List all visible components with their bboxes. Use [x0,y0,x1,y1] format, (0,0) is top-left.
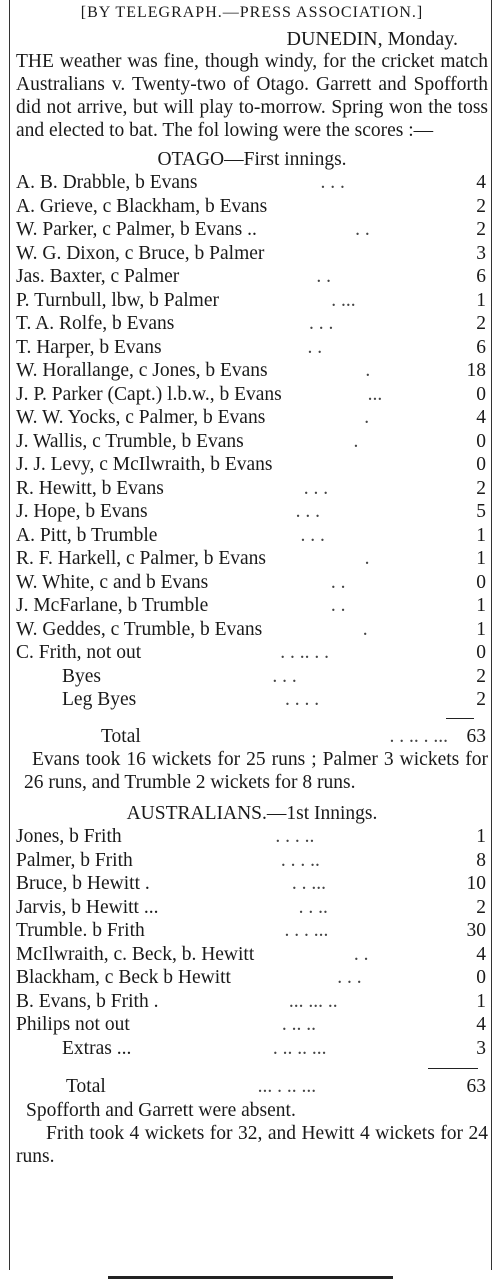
leader-dots: ... [367,383,383,405]
leader-dots: . [365,360,371,381]
total-label: Total [66,1076,106,1097]
runs-score: 0 [476,383,486,405]
score-row [16,1013,488,1037]
leader-dots: . . . ... [284,920,329,941]
score-row [16,872,488,896]
leader-dots: . . [307,336,323,358]
leader-dots: . . . .. [275,826,315,847]
batsman-entry: J. J. Levy, c McIlwraith, b Evans [16,454,273,475]
total-dots: ... . .. ... [257,1076,317,1097]
otago-total-row [16,725,488,749]
leader-dots: . .. .. ... [272,1037,327,1059]
leader-dots: . . [330,595,346,616]
runs-score: 30 [466,920,486,941]
score-row [16,406,488,430]
left-column-rule [9,0,10,1270]
batsman-entry: W. Parker, c Palmer, b Evans .. [16,219,257,240]
runs-score: 2 [476,665,486,687]
leader-dots: . . ... [291,873,326,894]
score-row [16,359,488,383]
score-row [16,289,488,313]
leader-dots: . . . [320,172,345,193]
batsman-entry: Jones, b Frith [16,826,122,847]
runs-score: 0 [476,571,486,593]
leader-dots: . .. .. [281,1014,316,1035]
right-column-rule [491,0,492,1270]
total-rule [446,718,474,719]
runs-score: 3 [476,242,486,264]
leader-dots: . . . [337,967,362,988]
score-row [16,383,488,407]
batsman-entry: Bruce, b Hewitt . [16,873,150,894]
leader-dots: . . . [295,501,320,522]
batsman-entry: Jas. Baxter, c Palmer [16,266,180,287]
leader-dots: . ... [331,289,356,311]
batsman-entry: McIlwraith, c. Beck, b. Hewitt [16,943,255,965]
batsman-entry: J. Hope, b Evans [16,501,148,522]
leader-dots: . [362,618,368,640]
batsman-entry: C. Frith, not out [16,642,142,663]
batsman-entry: P. Turnbull, lbw, b Palmer [16,289,219,311]
total-dots: . . .. . ... [389,725,448,747]
australians-bowling: Frith took 4 wickets for 32, and Hewitt 4 wickets for 24 runs. [16,1122,488,1167]
otago-scorecard [16,171,488,665]
batsman-entry: R. F. Harkell, c Palmer, b Evans [16,548,267,569]
leader-dots: . . .. . . [280,642,329,663]
score-row [16,524,488,548]
runs-score: 4 [476,943,486,965]
runs-score: 18 [466,360,486,381]
batsman-entry: A. Grieve, c Blackham, b Evans [16,195,268,217]
runs-score: 2 [476,689,486,710]
score-row [16,688,488,712]
score-row [16,312,488,336]
runs-score: 0 [476,642,486,663]
leader-dots: . . . [272,665,297,687]
score-row [16,430,488,454]
batsman-entry: A. B. Drabble, b Evans [16,172,198,193]
batsman-entry: B. Evans, b Frith . [16,990,159,1012]
leader-dots: . . . . [285,689,320,710]
runs-score: 3 [476,1037,486,1059]
australians-scorecard [16,825,488,1037]
score-row [16,547,488,571]
score-row [16,171,488,195]
runs-score: 2 [476,477,486,499]
score-row [16,571,488,595]
batsman-entry: Byes [62,665,101,687]
batsman-entry: W. Horallange, c Jones, b Evans [16,360,268,381]
batsman-entry: T. Harper, b Evans [16,336,162,358]
score-row [16,966,488,990]
runs-score: 2 [476,896,486,918]
runs-score: 6 [476,266,486,287]
score-row [16,500,488,524]
runs-score: 5 [476,501,486,522]
runs-score: 4 [476,407,486,428]
runs-score: 1 [476,990,486,1012]
batsman-entry: A. Pitt, b Trumble [16,524,158,546]
score-row [16,919,488,943]
runs-score: 8 [476,849,486,871]
leader-dots: . . .. [298,896,328,918]
otago-bowling: Evans took 16 wickets for 25 runs ; Palmer 3 wickets for 26 runs, and Trumble 2 wickets for 8 runs. [24,749,488,793]
batsman-entry: Trumble. b Frith [16,920,145,941]
batsman-entry: Palmer, b Frith [16,849,133,871]
leader-dots: . . [353,943,369,965]
batsman-entry: W. Geddes, c Trumble, b Evans [16,618,263,640]
absent-note: Spofforth and Garrett were absent. [26,1099,296,1121]
australians-extras [16,1037,488,1061]
batsman-entry: Jarvis, b Hewitt ... [16,896,159,918]
runs-score: 1 [476,524,486,546]
runs-score: 2 [476,313,486,334]
runs-score: 1 [476,618,486,640]
leader-dots: . . [330,571,346,593]
runs-score: 1 [476,826,486,847]
leader-dots: . . . .. [280,849,320,871]
score-row [16,336,488,360]
score-row [16,453,488,477]
leader-dots: . [353,430,359,452]
otago-extras [16,665,488,712]
australians-heading: AUSTRALIANS.—1st Innings. [126,803,378,824]
score-row [16,477,488,501]
dateline: [BY TELEGRAPH.—PRESS ASSOCIATION.] [80,4,424,21]
runs-score: 0 [476,430,486,452]
total-score: 63 [466,725,486,747]
leader-dots: . . . [308,313,334,334]
leader-dots: . [364,407,370,428]
batsman-entry: R. Hewitt, b Evans [16,477,164,499]
leader-dots: . . . [300,524,325,546]
batsman-entry: T. A. Rolfe, b Evans [16,313,175,334]
score-row [16,218,488,242]
runs-score: 2 [476,195,486,217]
leader-dots: . . [316,266,331,287]
leader-dots: . . . [303,477,329,499]
batsman-entry: J. Wallis, c Trumble, b Evans [16,430,244,452]
leader-dots: ... ... .. [288,990,338,1012]
total-score: 63 [466,1076,486,1097]
score-row [16,242,488,266]
score-row [16,990,488,1014]
score-row [16,943,488,967]
end-rule [108,1276,393,1279]
batsman-entry: Philips not out [16,1014,130,1035]
australians-total-row [16,1075,488,1099]
batsman-entry: W. G. Dixon, c Bruce, b Palmer [16,242,265,264]
score-row [16,825,488,849]
leader-dots: . . [355,219,370,240]
runs-score: 2 [476,219,486,240]
runs-score: 0 [476,967,486,988]
batsman-entry: Blackham, c Beck b Hewitt [16,967,231,988]
score-row [16,594,488,618]
intro-paragraph: THE weather was fine, though windy, for the cricket match Australians v. Twenty-two of Otago. Garrett and Spofforth did not arrive, but will play to-morrow. Spring won the toss and elected to bat. The fol lowing were the scores :— [16,51,488,141]
batsman-entry: Leg Byes [62,689,137,710]
article-column [16,4,488,1168]
batsman-entry: J. McFarlane, b Trumble [16,595,209,616]
runs-score: 1 [476,289,486,311]
runs-score: 1 [476,548,486,569]
score-row [16,618,488,642]
runs-score: 1 [476,595,486,616]
score-row [16,1037,488,1061]
batsman-entry: W. White, c and b Evans [16,571,209,593]
place-date: DUNEDIN, Monday. [286,28,458,50]
score-row [16,195,488,219]
runs-score: 0 [476,454,486,475]
total-rule [428,1068,478,1069]
score-row [16,896,488,920]
score-row [16,265,488,289]
batsman-entry: W. W. Yocks, c Palmer, b Evans [16,407,266,428]
score-row [16,641,488,665]
score-row [16,665,488,689]
leader-dots: . [364,548,370,569]
runs-score: 4 [476,1014,486,1035]
runs-score: 6 [476,336,486,358]
batsman-entry: J. P. Parker (Capt.) l.b.w., b Evans [16,383,282,405]
total-label: Total [101,725,141,747]
runs-score: 10 [466,873,486,894]
batsman-entry: Extras ... [62,1037,132,1059]
otago-heading: OTAGO—First innings. [157,149,347,170]
runs-score: 4 [476,172,486,193]
score-row [16,849,488,873]
